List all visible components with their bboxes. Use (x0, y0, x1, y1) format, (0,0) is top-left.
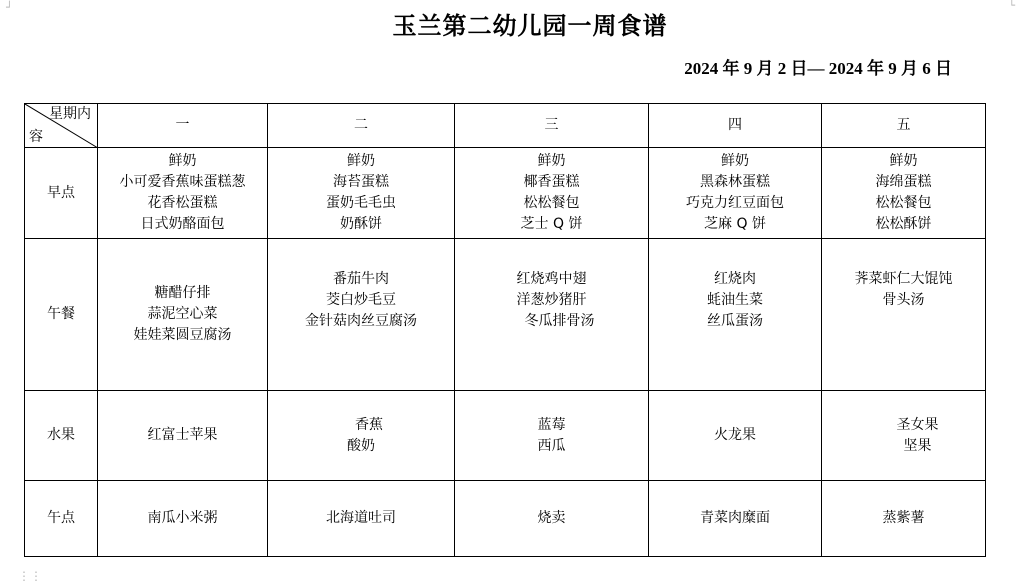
weekly-menu-table (24, 103, 986, 557)
dish-item: 西瓜 (537, 437, 566, 454)
dish-item: 金针菇肉丝豆腐汤 (305, 313, 417, 329)
row-label-fruit: 水果 (25, 391, 98, 481)
dish-item: 松松酥饼 (875, 216, 932, 232)
table-row-lunch (25, 239, 986, 391)
menu-cell (98, 391, 268, 481)
dish-item: 骨头汤 (882, 292, 925, 308)
dish-item: 南瓜小米粥 (147, 510, 218, 526)
dish-item: 圣女果 (896, 416, 939, 433)
dish-item: 松松餐包 (875, 195, 932, 211)
dish-item: 芝士 Q 饼 (520, 216, 583, 232)
menu-cell (649, 391, 822, 481)
menu-cell (649, 239, 822, 391)
dish-item: 荠菜虾仁大馄饨 (854, 271, 953, 287)
dish-item: 海绵蛋糕 (875, 174, 932, 190)
day-header-fri: 五 (822, 104, 986, 148)
dish-item: 蓝莓 (537, 416, 566, 433)
dish-item: 丝瓜蛋汤 (707, 313, 763, 329)
dish-item: 红富士苹果 (147, 427, 218, 443)
row-label-afternoon-snack: 午点 (25, 481, 98, 557)
dish-item: 芝麻 Q 饼 (704, 216, 766, 232)
dish-item: 糖醋仔排 (154, 285, 211, 301)
page-corner-mark-top-right: └ (1008, 0, 1014, 12)
day-header-mon: 一 (98, 104, 268, 148)
dish-item: 茭白炒毛豆 (326, 292, 396, 308)
table-row-afternoon-snack (25, 481, 986, 557)
menu-cell (98, 481, 268, 557)
dish-item: 鲜奶 (168, 153, 197, 169)
day-header-tue: 二 (268, 104, 455, 148)
dish-item: 奶酥饼 (340, 216, 382, 232)
menu-cell (268, 239, 455, 391)
table-row-fruit (25, 391, 986, 481)
menu-cell (455, 148, 649, 239)
drag-handle-icon[interactable]: ⋮⋮ (18, 569, 42, 583)
dish-item: 蒜泥空心菜 (147, 306, 218, 322)
page-corner-mark-top-left: ┘ (6, 1, 13, 14)
corner-label-top: 星期内 (49, 106, 91, 122)
dish-item: 鲜奶 (889, 153, 918, 169)
dish-item: 日式奶酪面包 (140, 216, 225, 232)
dish-item: 红烧肉 (714, 271, 756, 287)
dish-item: 北海道吐司 (326, 510, 396, 526)
table-row-breakfast (25, 148, 986, 239)
dish-item: 酸奶 (347, 437, 375, 454)
dish-item: 鲜奶 (347, 153, 375, 169)
menu-cell (455, 481, 649, 557)
dish-item: 黑森林蛋糕 (700, 174, 770, 190)
dish-item: 海苔蛋糕 (333, 174, 389, 190)
menu-cell (822, 391, 986, 481)
table-header-row (25, 104, 986, 148)
menu-cell (649, 148, 822, 239)
dish-item: 坚果 (903, 437, 932, 454)
dish-item: 蛋奶毛毛虫 (326, 195, 396, 211)
dish-item: 火龙果 (714, 427, 756, 443)
menu-cell (822, 239, 986, 391)
menu-cell (822, 148, 986, 239)
row-label-lunch: 午餐 (25, 239, 98, 391)
date-range: 2024 年 9 月 2 日— 2024 年 9 月 6 日 (684, 59, 952, 78)
menu-cell (455, 239, 649, 391)
dish-item: 巧克力红豆面包 (686, 195, 784, 211)
menu-cell (649, 481, 822, 557)
dish-item: 冬瓜排骨汤 (524, 313, 595, 329)
dish-item: 松松餐包 (523, 195, 580, 211)
menu-cell (268, 391, 455, 481)
dish-item: 鲜奶 (721, 153, 749, 169)
dish-item: 红烧鸡中翅 (516, 271, 587, 287)
day-header-wed: 三 (455, 104, 649, 148)
day-header-thu: 四 (649, 104, 822, 148)
dish-item: 烧卖 (537, 510, 566, 526)
dish-item: 蒸紫薯 (882, 510, 925, 526)
menu-cell (268, 148, 455, 239)
dish-item: 鲜奶 (537, 153, 566, 169)
menu-cell (98, 239, 268, 391)
dish-item: 娃娃菜圆豆腐汤 (133, 327, 232, 343)
dish-item: 花香松蛋糕 (147, 195, 218, 211)
dish-item: 小可爱香蕉味蛋糕葱 (119, 174, 246, 190)
menu-cell (268, 481, 455, 557)
diagonal-header-cell (25, 104, 98, 148)
dish-item: 椰香蛋糕 (523, 174, 580, 190)
dish-item: 青菜肉糜面 (700, 510, 770, 526)
corner-label-bottom: 容 (29, 129, 43, 145)
menu-cell (98, 148, 268, 239)
menu-cell (455, 391, 649, 481)
menu-cell (822, 481, 986, 557)
dish-item: 香蕉 (355, 416, 383, 433)
dish-item: 洋葱炒猪肝 (516, 292, 587, 308)
row-label-breakfast: 早点 (25, 148, 98, 239)
dish-item: 蚝油生菜 (707, 292, 763, 308)
dish-item: 番茄牛肉 (333, 271, 389, 287)
page-title: 玉兰第二幼儿园一周食谱 (392, 11, 668, 40)
